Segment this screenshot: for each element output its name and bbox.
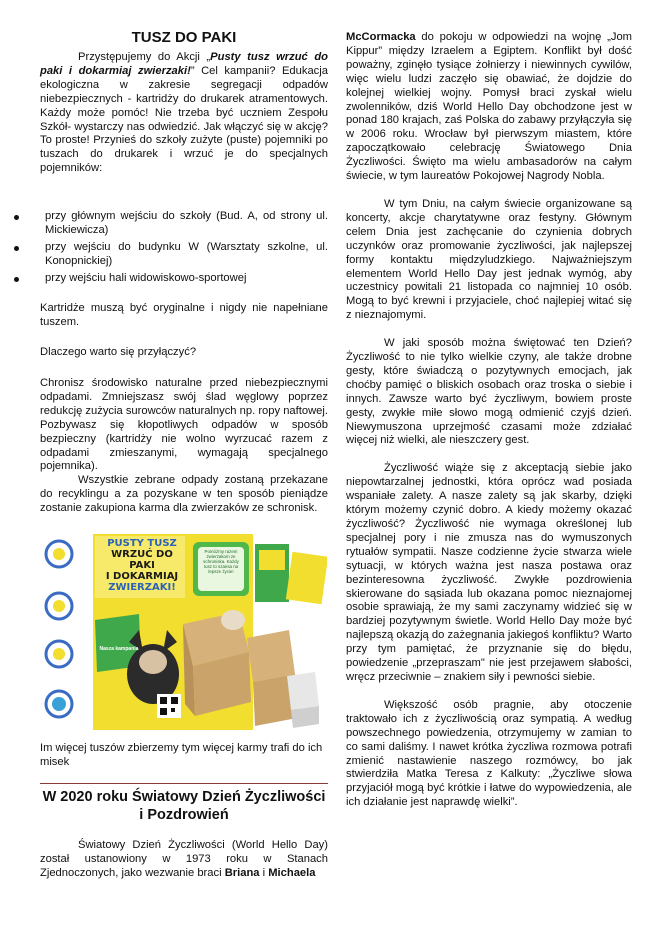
celebration-paragraph: W tym Dniu, na całym świecie organizowane są koncerty, akcje charytatywne oraz festyny. Głównym celem Dnia jest zachęcanie do czynienia dobrych uczynków oraz promowanie życzliwości, jak najlepszej formy kontaktu międzyludzkiego. Najważniejszym elementem World Hello Day jest jednak wymóg, aby uczestnicy powitali 21 listopada co najmniej 10 osób. Mogą to być krewni i przyjaciele, choć najlepiej witać się z nieznajomymi. xyxy=(346,197,632,322)
bin-location-list xyxy=(0,210,328,289)
list-item: przy głównym wejściu do szkoły (Bud. A, od strony ul. Mickiewicza) xyxy=(0,210,328,238)
poster-illustration xyxy=(43,534,327,732)
closing-paragraph: Większość osób pragnie, aby otoczenie traktowało ich z życzliwością oraz sympatią. A według powszechnego powiedzenia, otrzymujemy w zamian to co sami daliśmy. I nawet krótka życzliwa rozmowa potrafi zmienić nastawienie naszego rozmówcy, bo jak stwierdziła Matka Teresa z Kalkuty: „Życzliwe słowa przyjaciół mogą być krótkie i łatwe do wypowiedzenia, ale ich działanie jest naprawdę wielki”. xyxy=(346,698,632,809)
poster-headline: PUSTY TUSZ WRZUĆ DO PAKI I DOKARMIAJ ZWIERZAKI! xyxy=(105,538,179,593)
bullet-icon xyxy=(14,277,19,282)
campaign-name: Pusty tusz wrzuć do paki i dokarmiaj zwierzaki! xyxy=(40,51,328,77)
poster-badge: Nasza kampania xyxy=(99,646,139,652)
list-item: przy wejściu do budynku W (Warsztaty szkolne, ul. Konopnickiej) xyxy=(0,241,328,269)
bullet-icon xyxy=(14,215,19,220)
history-paragraph: McCormacka do pokoju w odpowiedzi na wojnę „Jom Kippur” między Izraelem a Egiptem. Konflikt był dość poważny, zginęło tysiące żołnierzy i niewinnych cywilów, więc wielu ludzi zaczęło się obawiać, że dojdzie do kolejnej wielkiej wojny. Pomysł braci zyskał wielu zwolenników, dziś World Hello Day obchodzone jest w ponad 180 krajach, zaś Polska do zabawy przyłączyła się w 2006 roku. Wrocław był pierwszym miastem, które zapoczątkowało celebrację Światowego Dnia Życzliwości. Święto ma wielu ambasadorów na całym świecie, w tym laureatów Pokojowej Nagrody Nobla. xyxy=(346,31,632,183)
more-paragraph: Im więcej tuszów zbierzemy tym więcej karmy trafi do ich misek xyxy=(40,742,323,768)
section-divider xyxy=(40,783,328,784)
section-heading: W 2020 roku Światowy Dzień Życzliwości i Pozdrowień xyxy=(42,789,326,823)
cartridges-paragraph: Kartridże muszą być oryginalne i nigdy nie napełniane tuszem. xyxy=(40,302,328,328)
intro-paragraph: Przystępujemy do Akcji „Pusty tusz wrzuć do paki i dokarmiaj zwierzaki!” Cel kampanii? Edukacja ekologiczna w zakresie segregacji odpadów niebezpiecznych - kartridży do drukarek atramentowych. Każdy może pomóc! Nie trzeba być uczniem Zespołu Szkół- wystarczy nas odwiedzić. Jak włączyć się w akcję? To proste! Przynieś do szkoły zużyte (puste) pojemniki po tuszach do drukarek i wrzuć je do specjalnych pojemników: xyxy=(40,51,328,175)
hello-day-paragraph: Światowy Dzień Życzliwości (World Hello Day) został ustanowiony w 1973 roku w Stanach Zjednoczonych, jako wezwanie braci Briana i Michaela xyxy=(40,839,328,879)
how-to-celebrate-paragraph: W jaki sposób można świętować ten Dzień? Życzliwość to nie tylko wielkie czyny, ale także drobne gesty, które świadczą o pozytywnych emocjach, jak choćby pamięć o bliskich osobach oraz troska o siebie i innych. Zawsze warto być życzliwym, bowiem proste gesty, zwykłe miłe słowo mogą odmienić czyjś dzień. Niewymuszona uprzejmość czasami może zdziałać więcej niż wielki, ale nieszczery gest. xyxy=(346,337,632,447)
protect-paragraph: Chronisz środowisko naturalne przed niebezpiecznymi odpadami. Zmniejszasz swój ślad węglowy poprzez redukcję zużycia surowców naturalnych np. ropy naftowej. Pozbywasz się kłopotliwych odpadów w sposób bezpieczny (kartridży nie wolno wyrzucać razem z odpadami zmieszanymi, wymagają specjalnego pojemnika). Wszystkie zebrane odpady zostaną przekazane do recyklingu a za pozyskane w ten sposób pieniądze zostanie zakupiona karma dla zwierzaków ze schronisk. xyxy=(40,377,328,515)
kindness-paragraph: Życzliwość wiąże się z akceptacją siebie jako niepowtarzalnej jednostki, która oprócz wad posiada wspaniałe zalety. A nasze zalety są jak skarby, dzięki którym możemy czynić dobro. A kiedy możemy okazać życzliwość? Życzliwość nie wymaga określonej lub specjalnej pory i nie zmusza nas do wymuszonych rytuałów sympatii. Nasze codzienne życie stwarza wiele sytuacji, w których ważna jest nasza postawa oraz bezinteresowna życzliwość. Zwykłe pozdrowienia skierowane do sąsiada lub okazana pomoc nieznajomej osobie sprawiają, że my sami zaczynamy widzieć się w bardziej pozytywnym świetle. World Hello Day może być najlepszą okazją do zażegnania jakiegoś konfliktu? Warto przy tym pamiętać, że przyznanie się do błędu, powiedzenie „przepraszam" nie jest przejawem słabości, wręcz przeciwnie – znakiem siły i pewności siebie. xyxy=(346,462,632,683)
list-item: przy wejściu hali widowiskowo-sportowej xyxy=(0,272,328,286)
poster-bubble-text: Pomóżmy razem zwierzakom ze schroniska. Każdy tusz to szansa na lepsze życie! xyxy=(203,549,239,574)
why-paragraph: Dlaczego warto się przyłączyć? xyxy=(40,346,197,358)
recycle-paragraph: Wszystkie zebrane odpady zostaną przekazane do recyklingu a za pozyskane w ten sposób pieniądze zostanie zakupiona karma dla zwierzaków ze schronisk. xyxy=(40,474,328,515)
right-column xyxy=(346,31,632,810)
bullet-icon xyxy=(14,246,19,251)
page-title: TUSZ DO PAKI xyxy=(131,29,237,46)
campaign-poster-image xyxy=(43,534,327,732)
